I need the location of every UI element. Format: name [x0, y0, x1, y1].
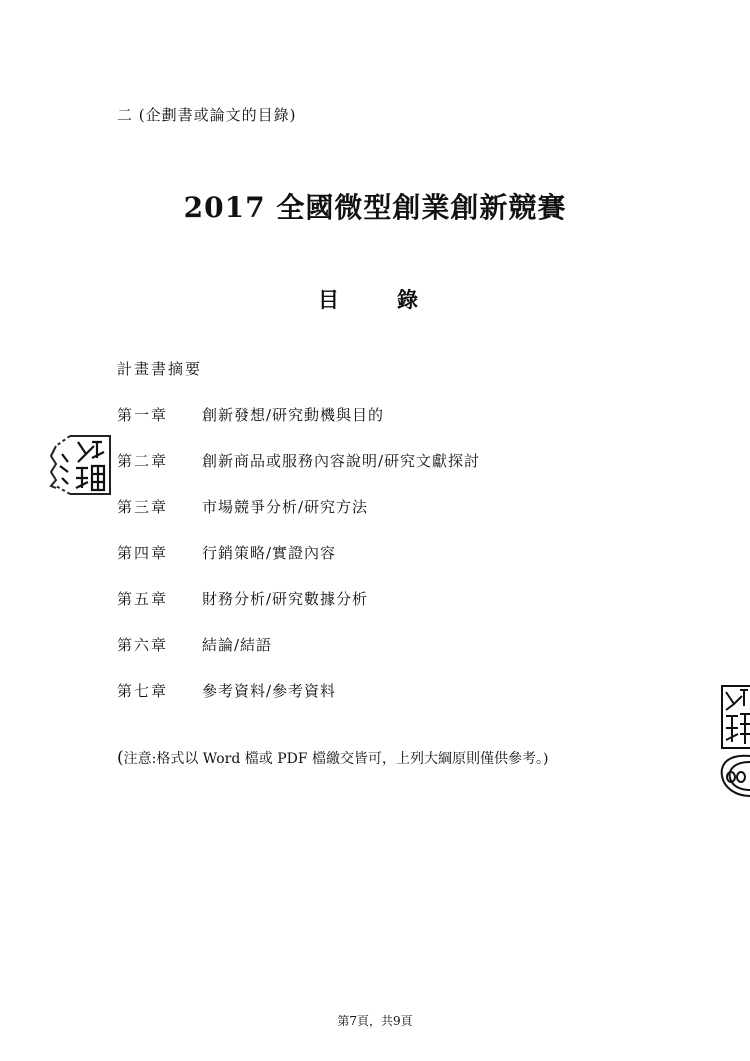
- toc-row: [117, 404, 480, 450]
- section-heading: 二 (企劃書或論文的目錄): [117, 106, 297, 124]
- chapter-title: 市場競爭分析/研究方法: [202, 498, 369, 516]
- note-open-paren: (: [117, 748, 124, 768]
- chapter-title: 行銷策略/實證內容: [202, 544, 337, 562]
- note-close-paren: ): [543, 751, 549, 767]
- toc-heading-char-2: 錄: [397, 287, 418, 312]
- document-title: 2017 全國微型創業創新競賽: [183, 191, 567, 224]
- seal-stamp-right: [718, 678, 750, 803]
- chapter-number: 第六章: [117, 636, 169, 654]
- toc-row: [117, 634, 480, 680]
- toc-heading: [318, 284, 418, 314]
- toc-row: [117, 496, 480, 542]
- seal-stamp-left: [48, 432, 118, 502]
- chapter-number: 第七章: [117, 682, 169, 700]
- toc-row: [117, 542, 480, 588]
- chapter-title: 結論/結語: [202, 636, 273, 654]
- chapter-number: 第二章: [117, 452, 169, 470]
- seal-left-graphic: [48, 432, 118, 502]
- chapter-title: 參考資料/參考資料: [202, 682, 337, 700]
- chapter-number: 第四章: [117, 544, 169, 562]
- page-number: 第7頁，共9頁: [337, 1014, 413, 1028]
- chapter-title: 財務分析/研究數據分析: [202, 590, 369, 608]
- toc-row: [117, 680, 480, 726]
- toc-list: [117, 404, 480, 726]
- chapter-title: 創新發想/研究動機與目的: [202, 406, 385, 424]
- toc-row: [117, 588, 480, 634]
- chapter-number: 第一章: [117, 406, 169, 424]
- chapter-number: 第五章: [117, 590, 169, 608]
- seal-right-graphic: [718, 678, 750, 803]
- chapter-number: 第三章: [117, 498, 169, 516]
- format-note: [117, 748, 549, 768]
- note-text: 注意:格式以 Word 檔或 PDF 檔繳交皆可，上列大綱原則僅供參考。: [123, 751, 544, 767]
- chapter-title: 創新商品或服務內容說明/研究文獻探討: [202, 452, 481, 470]
- toc-heading-char-1: 目: [318, 287, 339, 312]
- plan-summary-entry: 計畫書摘要: [117, 360, 203, 378]
- toc-row: [117, 450, 480, 496]
